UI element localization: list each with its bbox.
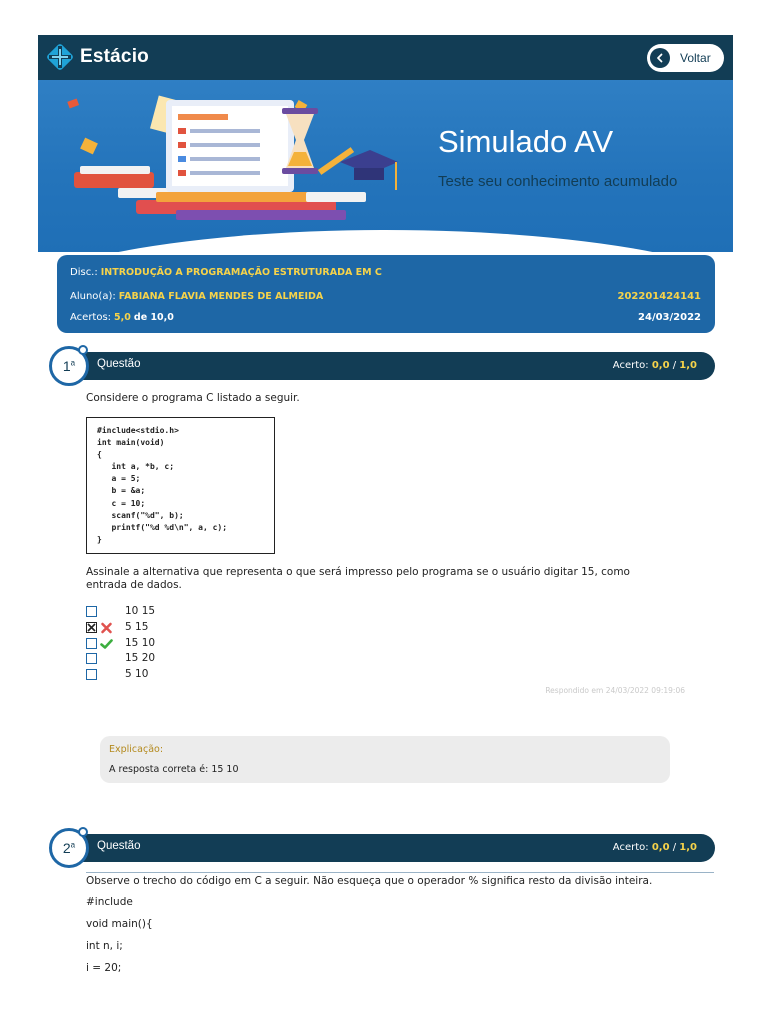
option-checkbox[interactable] — [86, 669, 97, 680]
hero-banner — [38, 80, 733, 252]
explanation-box — [100, 736, 670, 783]
option-1[interactable] — [86, 605, 156, 618]
brand-logo[interactable] — [46, 43, 149, 71]
student-name: FABIANA FLAVIA MENDES DE ALMEIDA — [118, 291, 324, 302]
option-label: 5 15 — [125, 621, 149, 633]
code-line: a = 5; — [97, 474, 141, 484]
score-value: 5,0 — [114, 312, 131, 323]
exam-info-card — [57, 255, 715, 333]
study-illustration — [66, 92, 406, 231]
answered-timestamp: Respondido em 24/03/2022 09:19:06 — [545, 686, 685, 695]
question-2-prompt: Observe o trecho do código em C a seguir. Não esqueça que o operador % significa resto da divisão inteira. — [86, 875, 653, 887]
code-line: } — [97, 534, 102, 544]
question-2-line: void main(){ — [86, 918, 153, 930]
estacio-logo-icon — [46, 43, 74, 71]
question-2-header — [57, 834, 715, 862]
question-2-title: Questão — [97, 840, 141, 852]
question-1-code — [86, 417, 275, 554]
question-2-score: Acerto: 0,0 / 1,0 — [612, 842, 697, 853]
code-line: b = &a; — [97, 486, 146, 496]
discipline-value: INTRODUÇÃO A PROGRAMAÇÃO ESTRUTURADA EM C — [100, 267, 382, 278]
question-1-title: Questão — [97, 358, 141, 370]
option-checkbox[interactable] — [86, 638, 97, 649]
question-1-header — [57, 352, 715, 380]
code-line: scanf("%d", b); — [97, 510, 184, 520]
chevron-left-icon — [650, 48, 670, 68]
code-line: { — [97, 450, 102, 460]
code-line: printf("%d %d\n", a, c); — [97, 522, 228, 532]
score-label: Acertos: — [70, 312, 112, 323]
exam-date: 24/03/2022 — [638, 312, 701, 323]
question-2-line: #include — [86, 896, 133, 908]
option-label: 15 10 — [125, 637, 156, 649]
code-line: c = 10; — [97, 498, 146, 508]
question-2-number: 2$^a$ — [62, 840, 76, 856]
option-3[interactable] — [86, 637, 156, 650]
code-line: int main(void) — [97, 438, 165, 448]
code-line: int a, *b, c; — [97, 462, 175, 472]
banner-divider — [38, 230, 733, 252]
question-1-badge — [49, 346, 89, 386]
option-4[interactable] — [86, 652, 156, 665]
top-bar — [38, 35, 733, 80]
option-label: 15 20 — [125, 652, 156, 664]
score-total: de 10,0 — [133, 312, 174, 323]
correct-answer-icon — [100, 638, 113, 650]
question-2-badge — [49, 828, 89, 868]
question-1-prompt: Considere o programa C listado a seguir. — [86, 392, 300, 404]
question-1-score: Acerto: 0,0 / 1,0 — [612, 360, 697, 371]
question-1-number: 1$^a$ — [62, 358, 76, 374]
option-label: 5 10 — [125, 668, 149, 680]
score-row — [70, 312, 174, 323]
explanation-text: A resposta correta é: 15 10 — [109, 764, 239, 775]
question-2-divider — [86, 872, 714, 873]
explanation-title: Explicação: — [109, 744, 164, 755]
question-2-line: int n, i; — [86, 940, 123, 952]
option-checkbox-checked[interactable] — [86, 622, 97, 633]
badge-dot — [78, 345, 88, 355]
back-button-label: Voltar — [680, 51, 711, 65]
back-button[interactable] — [647, 44, 724, 72]
page-title: Simulado AV — [438, 124, 614, 159]
discipline-row — [70, 267, 382, 278]
option-label: 10 15 — [125, 605, 156, 617]
discipline-label: Disc.: — [70, 267, 98, 278]
option-checkbox[interactable] — [86, 653, 97, 664]
brand-name: Estácio — [80, 46, 149, 67]
question-2-line: i = 20; — [86, 962, 122, 974]
student-id: 202201424141 — [617, 291, 701, 302]
option-5[interactable] — [86, 668, 149, 681]
option-checkbox[interactable] — [86, 606, 97, 617]
question-1-instruction: Assinale a alternativa que representa o que será impresso pelo programa se o usuário digitar 15, como entrada de dados. — [86, 566, 630, 591]
page-subtitle: Teste seu conhecimento acumulado — [438, 173, 678, 190]
student-row — [70, 291, 323, 302]
option-2[interactable] — [86, 621, 149, 634]
badge-dot — [78, 827, 88, 837]
code-line: #include<stdio.h> — [97, 426, 179, 435]
student-label: Aluno(a): — [70, 291, 116, 302]
wrong-answer-icon — [100, 622, 113, 634]
